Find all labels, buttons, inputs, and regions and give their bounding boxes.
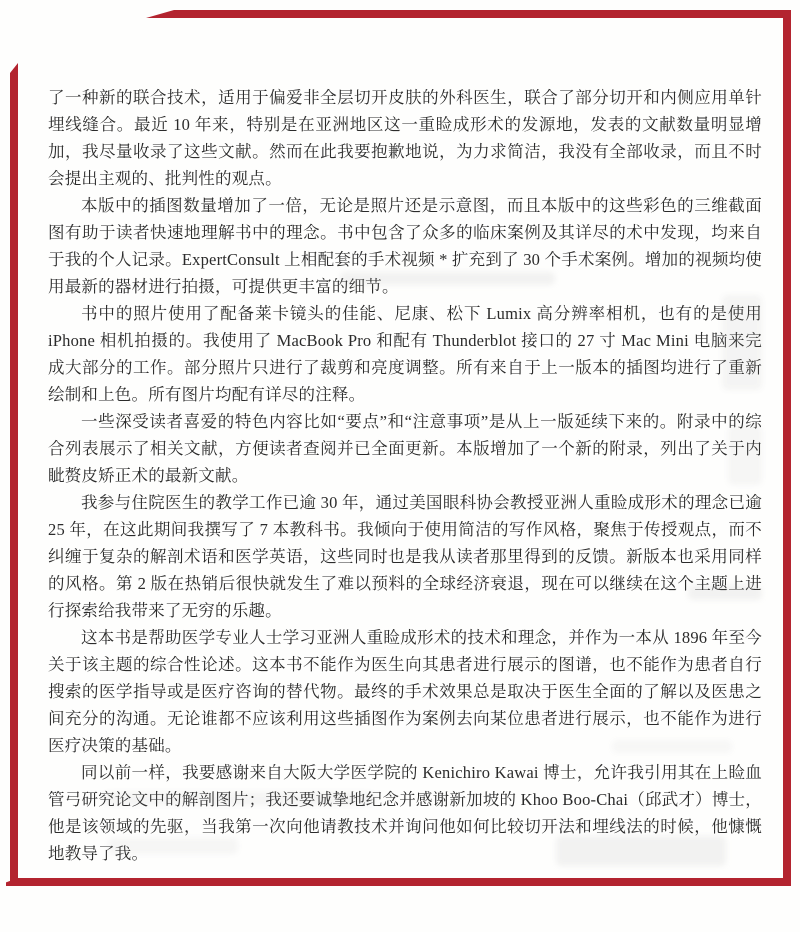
page-border-top bbox=[146, 10, 791, 18]
preface-paragraph-continuation: 了一种新的联合技术，适用于偏爱非全层切开皮肤的外科医生，联合了部分切开和内侧应用单针埋线缝合。最近 10 年来，特别是在亚洲地区这一重睑成形术的发源地，发表的文献数量明显增加，我尽量收录了这些文献。然而在此我要抱歉地说，为力求简洁，我没有全部收录，而且不时会提出主观的、批判性的观点。 bbox=[48, 88, 762, 188]
page-border-right bbox=[783, 10, 791, 886]
preface-paragraph: 一些深受读者喜爱的特色内容比如“要点”和“注意事项”是从上一版延续下来的。附录中的综合列表展示了相关文献，方便读者查阅并已全面更新。本版增加了一个新的附录，列出了关于内眦赘皮矫正术的最新文献。 bbox=[48, 412, 762, 485]
preface-paragraph: 书中的照片使用了配备莱卡镜头的佳能、尼康、松下 Lumix 高分辨率相机，也有的是使用 iPhone 相机拍摄的。我使用了 MacBook Pro 和配有 Thunderblot 接口的 27 寸 Mac Mini 电脑来完成大部分的工作。部分照片只进行了裁剪和亮度调整。所有来自于上一版本的插图均进行了重新绘制和上色。所有图片均配有详尽的注释。 bbox=[48, 304, 762, 404]
preface-paragraph: 本版中的插图数量增加了一倍，无论是照片还是示意图，而且本版中的这些彩色的三维截面图有助于读者快速地理解书中的理念。书中包含了众多的临床案例及其详尽的术中发现，均来自于我的个人记录。ExpertConsult 上相配套的手术视频 * 扩充到了 30 个手术案例。增加的视频均使用最新的器材进行拍摄，可提供更丰富的细节。 bbox=[48, 196, 762, 296]
preface-paragraph: 这本书是帮助医学专业人士学习亚洲人重睑成形术的技术和理念，并作为一本从 1896 年至今关于该主题的综合性论述。这本书不能作为医生向其患者进行展示的图谱，也不能作为患者自行搜索的医学指导或是医疗咨询的替代物。最终的手术效果总是取决于医生全面的了解以及医患之间充分的沟通。无论谁都不应该利用这些插图作为案例去向某位患者进行展示，也不能作为进行医疗决策的基础。 bbox=[48, 628, 762, 755]
page-border-bottom bbox=[6, 878, 791, 886]
preface-text-block bbox=[48, 84, 762, 867]
page-border-left bbox=[10, 63, 18, 886]
preface-paragraph: 同以前一样，我要感谢来自大阪大学医学院的 Kenichiro Kawai 博士，允许我引用其在上睑血管弓研究论文中的解剖图片；我还要诚挚地纪念并感谢新加坡的 Khoo Boo-Chai（邱武才）博士，他是该领域的先驱，当我第一次向他请教技术并询问他如何比较切开法和埋线法的时候，他慷慨地教导了我。 bbox=[48, 763, 762, 863]
preface-paragraph: 我参与住院医生的教学工作已逾 30 年，通过美国眼科协会教授亚洲人重睑成形术的理念已逾 25 年，在这此期间我撰写了 7 本教科书。我倾向于使用简洁的写作风格，聚焦于传授观点，而不纠缠于复杂的解剖术语和医学英语，这些同时也是我从读者那里得到的反馈。新版本也采用同样的风格。第 2 版在热销后很快就发生了难以预料的全球经济衰退，现在可以继续在这个主题上进行探索给我带来了无穷的乐趣。 bbox=[48, 493, 762, 620]
